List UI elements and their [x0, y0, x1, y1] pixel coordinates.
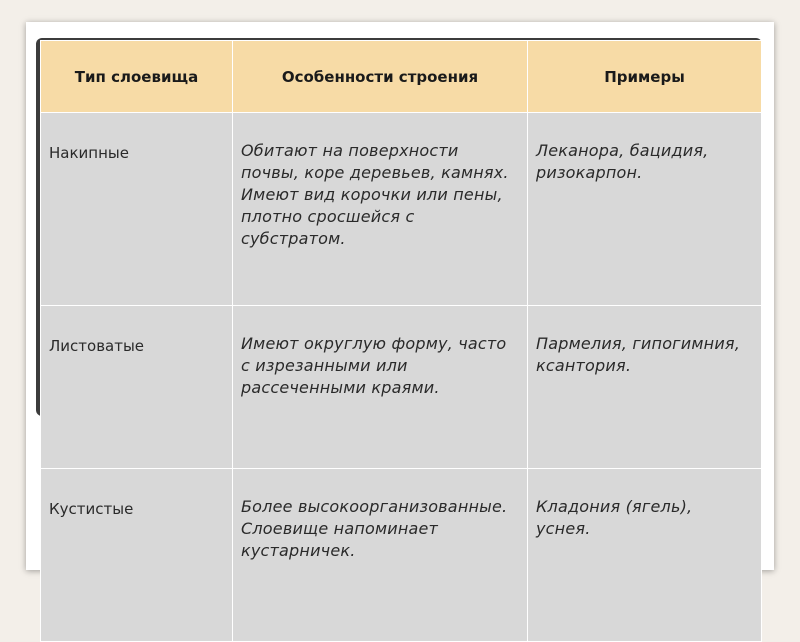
cell-examples: Кладония (ягель), уснея. — [528, 469, 762, 642]
cell-type: Накипные — [41, 113, 233, 306]
table-header-row — [41, 41, 762, 113]
cell-examples: Пармелия, гипогимния, ксантория. — [528, 306, 762, 469]
cell-features: Обитают на поверхности почвы, коре деревьев, камнях. Имеют вид корочки или пены, плотно сросшейся с субстратом. — [233, 113, 528, 306]
header-features: Особенности строения — [233, 41, 528, 113]
lichen-table — [40, 40, 762, 642]
header-examples: Примеры — [528, 41, 762, 113]
cell-examples: Леканора, бацидия, ризокарпон. — [528, 113, 762, 306]
cell-type: Кустистые — [41, 469, 233, 642]
table-row — [41, 306, 762, 469]
table-row — [41, 469, 762, 642]
cell-features: Более высокоорганизованные. Слоевище напоминает кустарничек. — [233, 469, 528, 642]
cell-features: Имеют округлую форму, часто с изрезанными или рассеченными краями. — [233, 306, 528, 469]
header-type: Тип слоевища — [41, 41, 233, 113]
table-row — [41, 113, 762, 306]
cell-type: Листоватые — [41, 306, 233, 469]
